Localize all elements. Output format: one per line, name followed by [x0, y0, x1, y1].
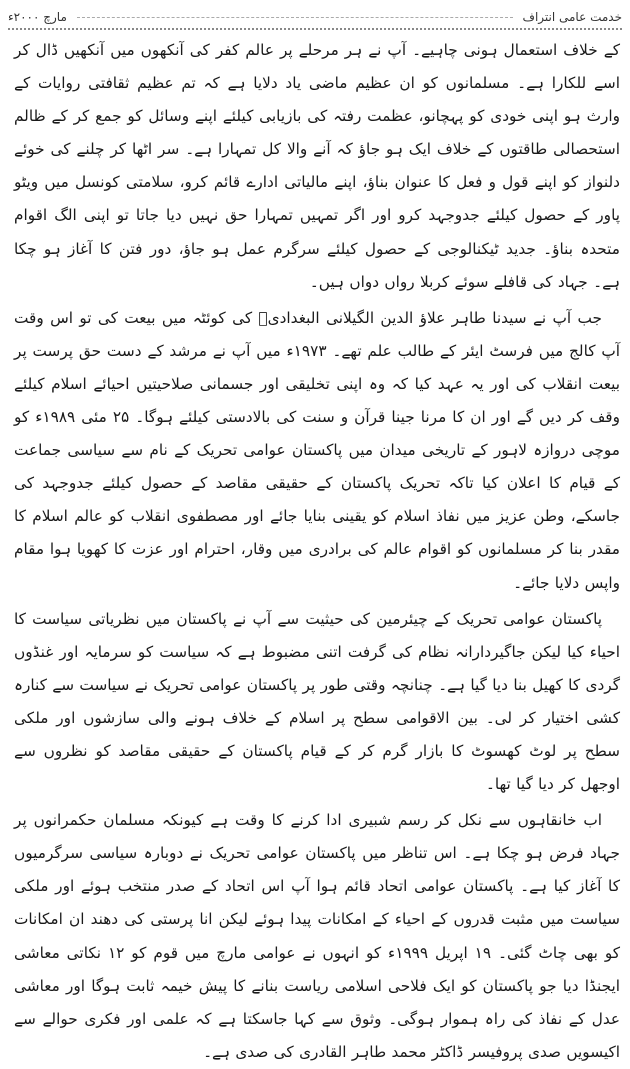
- article-body: [14, 34, 620, 1061]
- paragraph-2: جب آپ نے سیدنا طاہر علاؤ الدین الگیلانی البغدادیؒ کی کوئٹہ میں بیعت کی تو اس وقت آپ کالج میں فرسٹ ایئر کے طالب علم تھے۔ ۱۹۷۳ء میں آپ نے مرشد کے دست حق پرست پر بیعت انقلاب کی اور یہ عہد کیا کہ وہ اپنی تخلیقی اور جسمانی صلاحیتیں احیائے اسلام کیلئے وقف کر دیں گے اور ان کا مرنا جینا قرآن و سنت کی بالادستی کیلئے ہوگا۔ ۲۵ مئی ۱۹۸۹ء کو موچی دروازہ لاہور کے تاریخی میدان میں پاکستان عوامی تحریک کے نام سے سیاسی جماعت کے قیام کا اعلان کیا تاکہ تحریک پاکستان کے حقیقی مقاصد کے حصول کیلئے جدوجہد کی جاسکے، وطن عزیز میں نفاذ اسلام کو یقینی بنایا جائے اور مصطفوی انقلاب کو عالم اسلام کا مقدر بنا کر مسلمانوں کو اقوام عالم کی برادری میں وقار، احترام اور عزت کا کھویا ہوا مقام واپس دلایا جائے۔: [14, 308, 620, 592]
- page-header: [8, 6, 622, 30]
- header-rule: [77, 17, 513, 18]
- paragraph-4: اب خانقاہوں سے نکل کر رسم شبیری ادا کرنے کا وقت ہے کیونکہ مسلمان حکمرانوں پر جہاد فرض ہو چکا ہے۔ اس تناظر میں پاکستان عوامی تحریک نے دوبارہ سیاسی سرگرمیوں کا آغاز کیا ہے۔ پاکستان عوامی اتحاد قائم ہوا آپ اس اتحاد کے صدر منتخب ہوئے اور ملکی سیاست میں مثبت قدروں کے احیاء کے امکانات پیدا ہوئے لیکن انا پرستی کی دھند ان امکانات کو بھی چاٹ گئی۔ ۱۹ اپریل ۱۹۹۹ء کو انہوں نے عوامی مارچ میں قوم کو ۱۲ نکاتی معاشی ایجنڈا دیا جو پاکستان کو ایک فلاحی اسلامی ریاست بنانے کا پیش خیمہ ثابت ہوگا اور معاشی عدل کے نفاذ کی راہ ہموار ہوگی۔ وثوق سے کہا جاسکتا ہے کہ علمی اور فکری حوالے سے اکیسویں صدی پروفیسر ڈاکٹر محمد طاہر القادری کی صدی ہے۔: [14, 811, 620, 1061]
- header-title: خدمت عامی انتراف: [522, 10, 622, 24]
- header-date: مارچ ٢٠٠٠ء: [8, 10, 67, 24]
- paragraph-1: کے خلاف استعمال ہونی چاہیے۔ آپ نے ہر مرحلے پر عالم کفر کی آنکھوں میں آنکھیں ڈال کر اسے للکارا ہے۔ مسلمانوں کو ان عظیم ماضی یاد دلایا ہے کہ تم عظیم ثقافتی روایات کے وارث ہو اپنی خودی کو پہچانو، عظمت رفتہ کی بازیابی کیلئے اپنے وسائل کو جمع کر کے ظالم استحصالی طاقتوں کے خلاف ایک ہو جاؤ کہ آنے والا کل تمہارا ہے۔ سر اٹھا کر چلنے کی خوئے دلنواز کو اپنے قول و فعل کا عنوان بناؤ، اپنے مالیاتی ادارے قائم کرو، سلامتی کونسل میں ویٹو پاور کے حصول کیلئے جدوجہد کرو اور اگر تمہیں تمہارا حق نہیں دیا جاتا تو اپنی الگ اقوام متحدہ بناؤ۔ جدید ٹیکنالوجی کے حصول کیلئے سرگرم عمل ہو جاؤ، دور فتن کا آغاز ہو چکا ہے۔ جہاد کی قافلے سوئے کربلا رواں دواں ہیں۔: [14, 41, 620, 291]
- paragraph-3: پاکستان عوامی تحریک کے چیئرمین کی حیثیت سے آپ نے پاکستان میں نظریاتی سیاست کا احیاء کیا لیکن جاگیردارانہ نظام کی گرفت اتنی مضبوط ہے کہ سیاست کو سرمایہ اور غنڈوں گردی کا کھیل بنا دیا گیا ہے۔ چنانچہ وقتی طور پر پاکستان عوامی تحریک نے سیاست سے کنارہ کشی اختیار کر لی۔ بین الاقوامی سطح پر اسلام کے خلاف ہونے والی سازشوں اور ملکی سطح پر لوٹ کھسوٹ کا بازار گرم کر کے قیام پاکستان کے حقیقی مقاصد کو نظروں سے اوجھل کر دیا گیا تھا۔: [14, 609, 620, 794]
